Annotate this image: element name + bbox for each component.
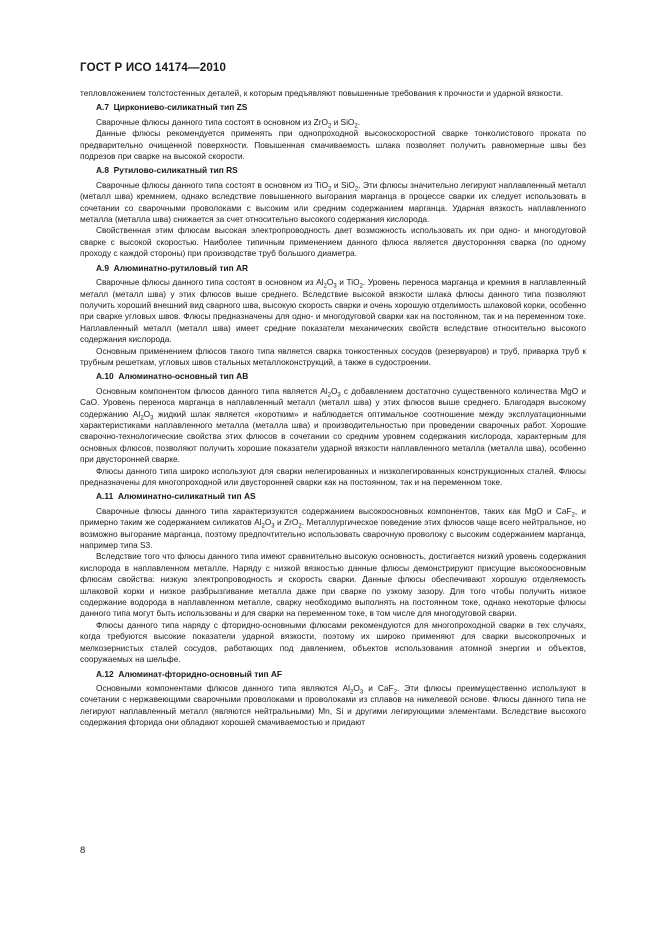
section-heading: А.10 Алюминатно-основный тип AB xyxy=(96,371,249,382)
section-heading: А.12 Алюминат-фторидно-основный тип AF xyxy=(96,668,283,679)
paragraph: Данные флюсы рекомендуется применять при однопроходной высокоскоростной сварке тонколистового проката по предварительно очищенной поверхности. Повышенная смачиваемость шлака позволяет получить равномерные швы без подрезов при сварке на высокой скорости. xyxy=(80,128,586,162)
paragraph: Основным компонентом флюсов данного типа является $Al_2O_3$ с добавлением достаточно существенного количества MgO и CaO. Уровень переноса марганца в наплавленный металл (металл шва) у этих флюсов выше среднего. Благодаря высокому содержанию $Al_2O_3$ жидкий шлак является «коротким» и наблюдается оптимальное соотношение между эксплуатационными характеристиками наплавленного металла (металла шва) и производительностью при проведении сварочных работ. Хорошие сварочно-технологические свойства этих флюсов в сочетании со средним уровнем содержания кислорода, характерным для основных флюсов, позволяют получить хорошие показатели ударной вязкости наплавленного металла (металла шва), особенно при двусторонней сварке. xyxy=(80,385,587,465)
paragraph: Сварочные флюсы данного типа состоят в основном из $Al_2O_3$ и TiO$_2$. Уровень переноса марганца и кремния в наплавленный металл (металл шва) у этих флюсов выше среднего. Вследствие высокой вязкости шлака флюсы данного типа позволяют получить хороший внешний вид сварного шва, высокую скорость сварки и очень хорошую отделимость шлаковой корки, особенно при сварке угловых швов. Флюсы предназначены для одно- и многодуговой сварки как на постоянном, так и на переменном токе. Наплавленный металл (металл шва) имеет средние показатели механических свойств вследствие относительно высокого содержания кислорода. xyxy=(80,277,586,345)
paragraph: Флюсы данного типа наряду с фторидно-основными флюсами рекомендуются для многопроходной сварки в тех случаях, когда требуются высокие показатели ударной вязкости, поэтому их широко применяют для сварки высокопрочных и мелкозернистых сталей сосудов, работающих под давлением, объектов использования атомной энергии и объектов, сооружаемых на шельфе. xyxy=(80,619,586,665)
page-number: 8 xyxy=(80,845,86,856)
section-heading: А.8 Рутилово-силикатный тип RS xyxy=(96,165,238,176)
paragraph: Сварочные флюсы данного типа состоят в основном из TiO$_2$ и SiO$_2$. Эти флюсы значительно легируют наплавленный металл (металл шва) кремнием, однако вследствие повышенного выгорания марганца в процессе сварки их следует использовать в сочетании со сварочными проволоками с высоким или средним содержанием марганца. Ударная вязкость наплавленного металла (металла шва) снижается за счет относительно высокого содержания кислорода. xyxy=(80,179,587,225)
paragraph: Свойственная этим флюсам высокая электропроводность дает возможность использовать их при одно- и многодуговой сварке с высокой скоростью. Наиболее типичным применением данного флюса является двусторонняя сварка (по одному проходу с каждой стороны) при производстве труб большого диаметра. xyxy=(80,225,586,259)
paragraph: Основными компонентами флюсов данного типа являются $Al_2O_3$ и CaF$_2$. Эти флюсы преимущественно используют в сочетании с нержавеющими сварочными проволоками и проволоками из сплавов на никелевой основе. Флюсы данного типа не легируют наплавленный металл (являются нейтральными) Mn, Si и другими легирующими элементами. Вследствие высокого содержания фторида они обладают хорошей смачиваемостью и придают xyxy=(80,682,587,728)
paragraph: Основным применением флюсов такого типа является сварка тонкостенных сосудов (резервуаров) и труб, приварка труб к трубным решеткам, угловых швов стальных металлоконструкций, а также в судостроении. xyxy=(80,345,586,367)
document-body xyxy=(80,88,586,729)
paragraph: Флюсы данного типа широко используют для сварки нелегированных и низколегированных конструкционных сталей. Флюсы предназначены для многопроходной или двусторонней сварки как на постоянном, так и на переменном токе. xyxy=(80,465,586,487)
section-heading: А.11 Алюминатно-силикатный тип AS xyxy=(96,491,256,502)
document-header: ГОСТ Р ИСО 14174—2010 xyxy=(80,62,227,74)
paragraph: Вследствие того что флюсы данного типа имеют сравнительно высокую основность, достигается низкий уровень содержания кислорода в наплавленном металле. Наряду с низкой вязкостью данные флюсы демонстрируют присущие высокоосновным флюсам свойства: низкую электропроводность и скорость сварки. Данные флюсы обеспечивают хорошую отделяемость шлаковой корки и низкое разбрызгивание металла даже при сварке по узкому зазору. Для того чтобы получить низкое содержание водорода в наплавленном металле, сварку необходимо выполнять на постоянном токе, однако некоторые флюсы данного типа могут быть использованы и для сварки на переменном токе, в том числе для многодуговой сварки. xyxy=(80,551,586,619)
paragraph: тепловложением толстостенных деталей, к которым предъявляют повышенные требования к прочности и ударной вязкости. xyxy=(80,88,564,98)
section-heading: А.7 Циркониево-силикатный тип ZS xyxy=(96,102,248,113)
paragraph: Сварочные флюсы данного типа состоят в основном из ZrO$_2$ и SiO$_2$. xyxy=(96,116,361,130)
paragraph: Сварочные флюсы данного типа характеризуются содержанием высокоосновных компонентов, таких как MgO и CaF$_2$, и примерно таким же содержанием силикатов $Al_2O_3$ и ZrO$_2$. Металлургическое поведение этих флюсов чаще всего нейтральное, но возможно выгорание марганца, поэтому предпочтительно использовать сварочную проволоку с высоким содержанием марганца, например типа S3. xyxy=(80,505,586,551)
section-heading: А.9 Алюминатно-рутиловый тип AR xyxy=(96,262,249,273)
